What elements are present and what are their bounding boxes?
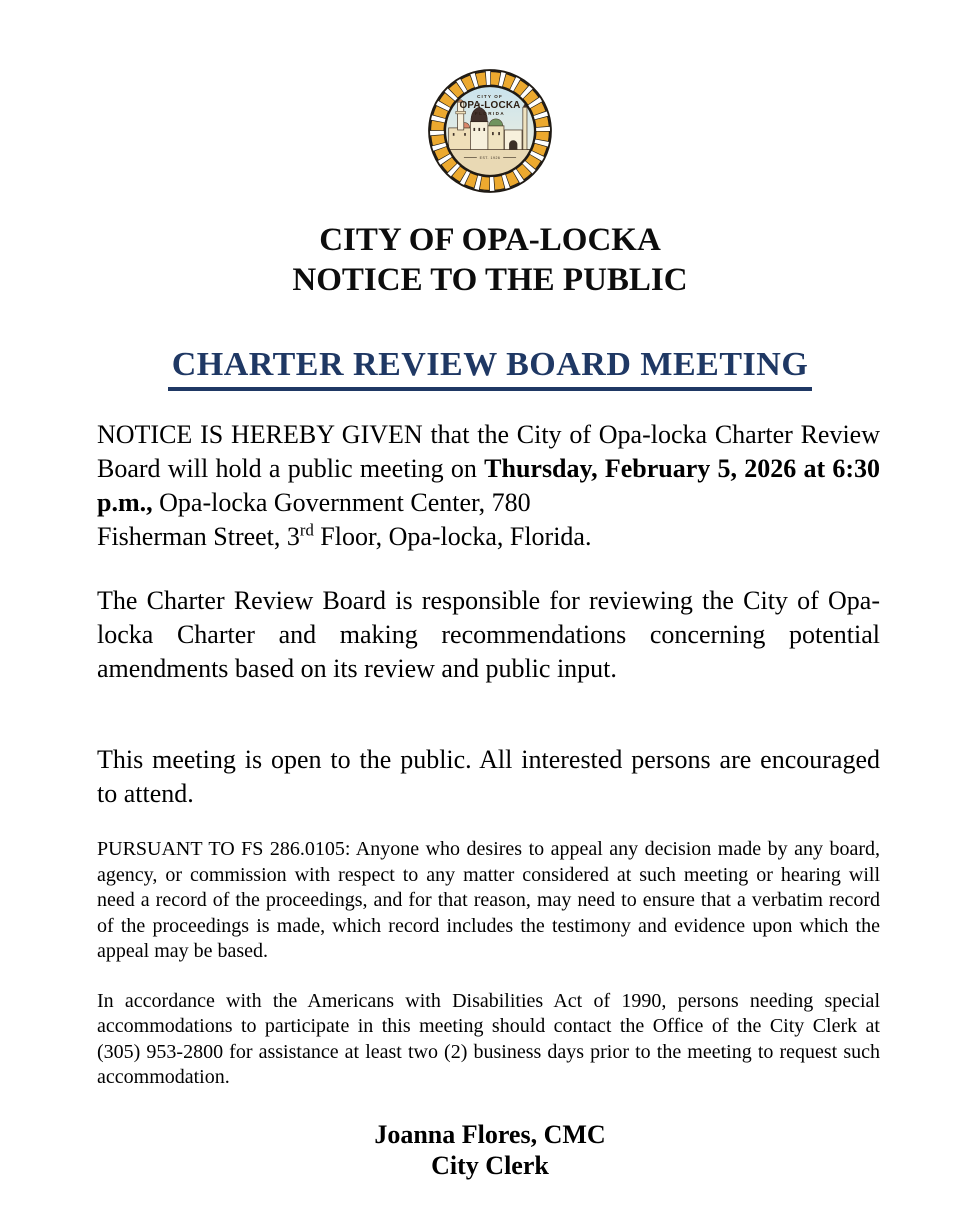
clerk-title: City Clerk	[431, 1150, 549, 1180]
notice-text-address: Fisherman Street, 3	[97, 522, 300, 551]
seal-florida-label: FLORIDA	[474, 110, 506, 116]
meeting-heading: CHARTER REVIEW BOARD MEETING	[168, 346, 813, 391]
title-line-city: CITY OF OPA-LOCKA	[319, 222, 661, 258]
appeal-record-notice-paragraph: PURSUANT TO FS 286.0105: Anyone who desires to appeal any decision made by any board, agency, or commission with respect to any matter considered at such meeting or hearing will need a record of the proceedings, and for that reason, may need to ensure that a verbatim record of the proceedings is made, which record includes the testimony and evidence upon which the appeal may be based.	[97, 838, 880, 962]
notice-text-venue: Opa-locka Government Center, 780	[152, 488, 531, 517]
meeting-heading-row	[0, 346, 980, 391]
document-title	[0, 220, 980, 300]
seal-city-of-label: CITY OF	[477, 93, 503, 99]
board-purpose-paragraph: The Charter Review Board is responsible for reviewing the City of Opa-locka Charter and making recommendations concerning potential amendments based on its review and public input.	[97, 586, 880, 683]
seal-est-label: EST. 1926	[479, 155, 501, 160]
opa-locka-seal-icon	[427, 68, 553, 194]
meeting-datetime: Thursday, February 5, 2026 at 6:30 p.m.,	[97, 454, 880, 517]
open-to-public-paragraph: This meeting is open to the public. All interested persons are encouraged to attend.	[97, 745, 880, 808]
seal-opa-locka-label: OPA-LOCKA	[459, 99, 521, 111]
clerk-name: Joanna Flores, CMC	[374, 1119, 606, 1149]
ada-accommodation-paragraph: In accordance with the Americans with Disabilities Act of 1990, persons needing special accommodations to participate in this meeting should contact the Office of the City Clerk at (305) 953-2800 for assistance at least two (2) business days prior to the meeting to request such accommodation.	[97, 989, 880, 1088]
title-line-notice: NOTICE TO THE PUBLIC	[292, 262, 688, 298]
ordinal-suffix: rd	[299, 520, 314, 540]
notice-text-intro: NOTICE IS HEREBY GIVEN that the City of Opa-locka Charter Review Board will hold a public meeting on	[97, 420, 880, 483]
notice-text-address-end: Floor, Opa-locka, Florida.	[313, 522, 592, 551]
notice-paragraph	[97, 418, 880, 554]
signature-block	[0, 1119, 980, 1181]
city-seal-logo	[0, 0, 980, 194]
